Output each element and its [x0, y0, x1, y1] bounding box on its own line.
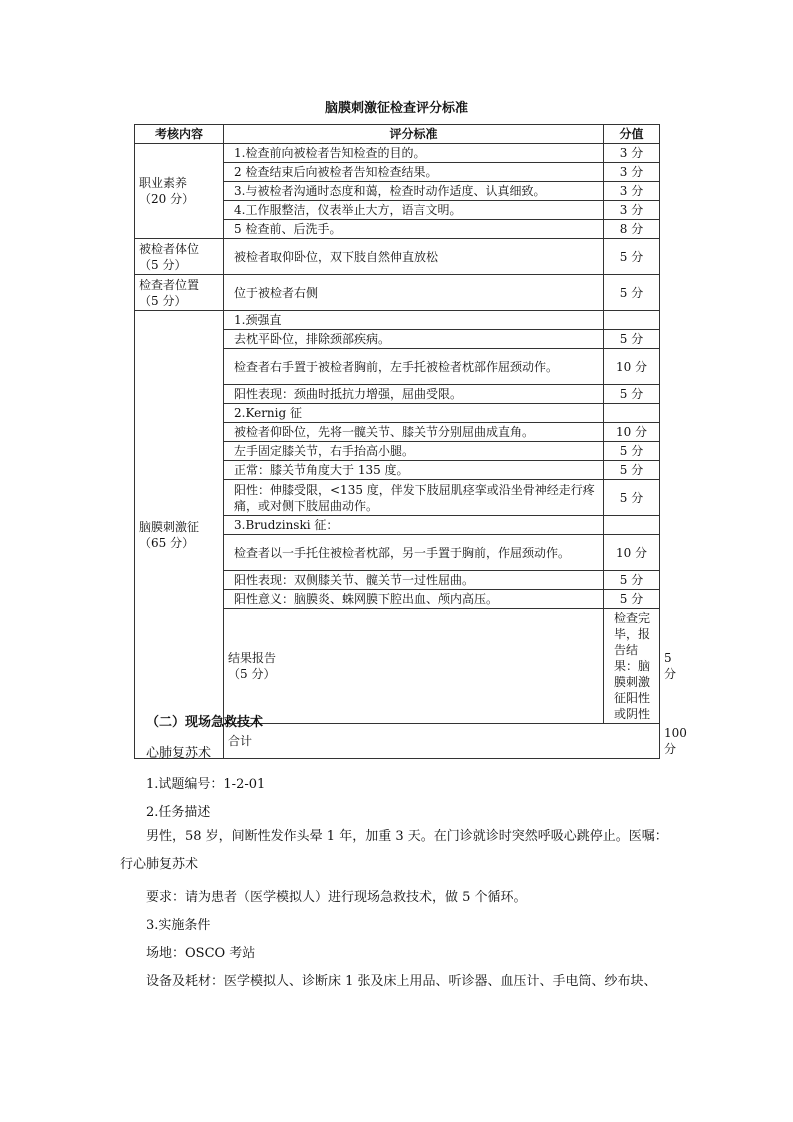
criteria-cell: 3.与被检者沟通时态度和蔼，检查时动作适度、认真细致。 [224, 182, 604, 201]
section-subtitle: 心肺复苏术 [146, 746, 212, 761]
task-description-text: 男性，58 岁，间断性发作头晕 1 年，加重 3 天。在门诊就诊时突然呼吸心跳停止。医嘱：行心肺复苏术 [120, 829, 668, 872]
header-score: 分值 [604, 125, 660, 144]
table-row [135, 144, 660, 163]
score-cell [604, 516, 660, 535]
score-cell: 5 分 [604, 571, 660, 590]
score-cell: 5 分 [604, 590, 660, 609]
criteria-cell: 阳性意义：脑膜炎、蛛网膜下腔出血、颅内高压。 [224, 590, 604, 609]
section-heading: （二）现场急救技术 [146, 715, 264, 730]
score-cell [604, 311, 660, 330]
criteria-cell: 阳性表现：双侧膝关节、髋关节一过性屈曲。 [224, 571, 604, 590]
table-row [135, 275, 660, 311]
criteria-cell: 左手固定膝关节，右手抬高小腿。 [224, 442, 604, 461]
score-cell [604, 404, 660, 423]
criteria-cell: 检查完毕，报告结果：脑膜刺激征阳性或阴性 [604, 609, 660, 724]
category-cell: 脑膜刺激征 （65 分） [135, 311, 224, 759]
criteria-cell: 2.Kernig 征 [224, 404, 604, 423]
score-cell: 10 分 [604, 535, 660, 571]
table-body [135, 144, 687, 759]
venue-text: 场地：OSCO 考站 [146, 946, 256, 961]
criteria-cell: 阳性表现：颈曲时抵抗力增强，屈曲受限。 [224, 385, 604, 404]
criteria-cell: 阳性：伸膝受限，<135 度，伴发下肢屈肌痉挛或沿坐骨神经走行疼痛，或对侧下肢屈曲动作。 [224, 480, 604, 516]
page-title: 脑膜刺激征检查评分标准 [324, 101, 468, 116]
score-cell: 3 分 [604, 182, 660, 201]
score-cell: 5 分 [604, 239, 660, 275]
criteria-cell: 1.检查前向被检者告知检查的目的。 [224, 144, 604, 163]
criteria-cell: 2 检查结束后向被检者告知检查结果。 [224, 163, 604, 182]
criteria-cell: 被检者取仰卧位，双下肢自然伸直放松 [224, 239, 604, 275]
category-cell: 被检者体位 （5 分） [135, 239, 224, 275]
category-cell: 检查者位置 （5 分） [135, 275, 224, 311]
criteria-cell: 1.颈强直 [224, 311, 604, 330]
score-cell: 10 分 [604, 349, 660, 385]
table-row [135, 239, 660, 275]
table-header-row [135, 125, 660, 144]
conditions-heading: 3.实施条件 [146, 918, 211, 933]
criteria-cell: 检查者以一手托住被检者枕部，另一手置于胸前，作屈颈动作。 [224, 535, 604, 571]
score-cell: 10 分 [604, 423, 660, 442]
category-cell: 结果报告 （5 分） [224, 609, 604, 724]
criteria-cell: 正常：膝关节角度大于 135 度。 [224, 461, 604, 480]
score-cell: 5 分 [604, 480, 660, 516]
score-cell: 5 分 [604, 275, 660, 311]
criteria-cell: 被检者仰卧位，先将一髋关节、膝关节分别屈曲成直角。 [224, 423, 604, 442]
table-row: 结果报告 （5 分） 检查完毕，报告结果：脑膜刺激征阳性或阴性 5 分 [135, 609, 660, 724]
score-cell: 5 分 [604, 385, 660, 404]
equipment-text: 设备及耗材：医学模拟人、诊断床 1 张及床上用品、听诊器、血压计、手电筒、纱布块、 [146, 974, 657, 989]
total-row: 合计 100 分 [135, 724, 660, 759]
score-cell: 5 分 [604, 442, 660, 461]
category-cell: 职业素养 （20 分） [135, 144, 224, 239]
header-criteria: 评分标准 [224, 125, 604, 144]
header-assessment: 考核内容 [135, 125, 224, 144]
score-cell: 5 分 [604, 330, 660, 349]
score-cell: 3 分 [604, 144, 660, 163]
score-cell: 8 分 [604, 220, 660, 239]
score-cell: 5 分 [604, 461, 660, 480]
scoring-table [134, 124, 687, 759]
criteria-cell: 5 检查前、后洗手。 [224, 220, 604, 239]
question-number: 1.试题编号：1-2-01 [146, 777, 266, 792]
criteria-cell: 位于被检者右侧 [224, 275, 604, 311]
total-label: 合计 [224, 724, 660, 759]
task-description-heading: 2.任务描述 [146, 805, 211, 820]
criteria-cell: 3.Brudzinski 征： [224, 516, 604, 535]
requirement-text: 要求：请为患者（医学模拟人）进行现场急救技术，做 5 个循环。 [146, 890, 527, 905]
table-row [135, 311, 660, 330]
criteria-cell: 4.工作服整洁，仪表举止大方，语言文明。 [224, 201, 604, 220]
score-cell: 3 分 [604, 201, 660, 220]
criteria-cell: 去枕平卧位，排除颈部疾病。 [224, 330, 604, 349]
score-cell: 3 分 [604, 163, 660, 182]
criteria-cell: 检查者右手置于被检者胸前，左手托被检者枕部作屈颈动作。 [224, 349, 604, 385]
